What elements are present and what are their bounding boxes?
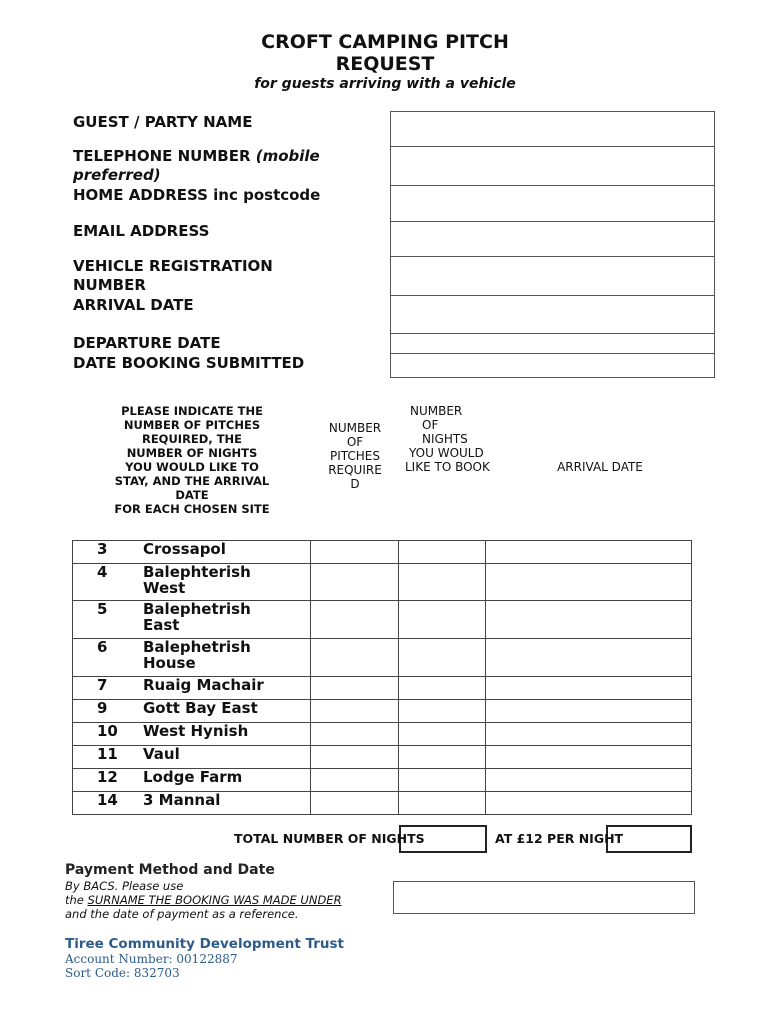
site-cell (73, 601, 311, 639)
date-submitted-label: DATE BOOKING SUBMITTED (73, 354, 305, 372)
payment-line-2-prefix: the (65, 893, 88, 907)
form-title-line1: CROFT CAMPING PITCH (261, 31, 509, 53)
nights-cell[interactable] (398, 677, 486, 700)
pitches-cell[interactable] (310, 769, 398, 792)
site-number: 3 (97, 540, 108, 558)
arrival-date-cell[interactable] (486, 639, 692, 677)
site-cell (73, 769, 311, 792)
payment-method-input[interactable] (393, 881, 695, 914)
instruction-line: STAY, AND THE ARRIVAL (114, 474, 270, 488)
column-header-line: NUMBER (410, 404, 463, 418)
sort-code: Sort Code: 832703 (65, 966, 180, 980)
telephone-input[interactable] (390, 146, 715, 185)
payment-line-3: and the date of payment as a reference. (65, 907, 299, 921)
arrival-date-cell[interactable] (486, 792, 692, 815)
column-header-line: NUMBER (328, 421, 382, 435)
account-number: Account Number: 00122887 (65, 952, 238, 966)
total-nights-label: TOTAL NUMBER OF NIGHTS (234, 831, 425, 846)
site-name: Crossapol (143, 540, 226, 558)
pitches-cell[interactable] (310, 564, 398, 601)
departure-date-label: DEPARTURE DATE (73, 334, 221, 352)
payment-reference-instruction: SURNAME THE BOOKING WAS MADE UNDER (87, 893, 342, 907)
arrival-date-cell[interactable] (486, 746, 692, 769)
site-number: 7 (97, 676, 108, 694)
instruction-line: NUMBER OF PITCHES (123, 418, 261, 432)
home-address-input[interactable] (390, 185, 715, 221)
pitches-cell[interactable] (310, 792, 398, 815)
column-header-line: NIGHTS (422, 432, 468, 446)
table-row (73, 792, 692, 815)
site-number: 11 (97, 745, 118, 763)
pitches-cell[interactable] (310, 601, 398, 639)
arrival-date-cell[interactable] (486, 700, 692, 723)
table-row (73, 541, 692, 564)
instruction-line: FOR EACH CHOSEN SITE (114, 502, 270, 516)
arrival-date-label: ARRIVAL DATE (73, 296, 194, 314)
payment-line-2 (65, 893, 342, 907)
site-number: 12 (97, 768, 118, 786)
table-row (73, 723, 692, 746)
arrival-date-cell[interactable] (486, 564, 692, 601)
site-name-2: House (143, 654, 196, 672)
instruction-line: NUMBER OF NIGHTS (126, 446, 258, 460)
site-name: Gott Bay East (143, 699, 258, 717)
nights-cell[interactable] (398, 746, 486, 769)
table-row (73, 700, 692, 723)
site-name: Lodge Farm (143, 768, 243, 786)
column-header-line: LIKE TO BOOK (405, 460, 490, 474)
site-name: 3 Mannal (143, 791, 221, 809)
table-row (73, 601, 692, 639)
site-number: 10 (97, 722, 118, 740)
instruction-line: YOU WOULD LIKE TO (125, 460, 259, 474)
email-label: EMAIL ADDRESS (73, 222, 210, 240)
table-row (73, 564, 692, 601)
telephone-note-text: preferred) (73, 166, 161, 184)
site-name-2: West (143, 579, 186, 597)
site-name: Ruaig Machair (143, 676, 264, 694)
pitches-cell[interactable] (310, 746, 398, 769)
arrival-date-cell[interactable] (486, 723, 692, 746)
column-header-line: YOU WOULD (409, 446, 484, 460)
form-title-line2: REQUEST (335, 53, 435, 75)
site-cell (73, 564, 311, 601)
instruction-line: PLEASE INDICATE THE (121, 404, 263, 418)
column-header-line: PITCHES (329, 449, 380, 463)
site-cell (73, 746, 311, 769)
email-input[interactable] (390, 221, 715, 256)
site-instructions (92, 404, 292, 516)
table-row (73, 677, 692, 700)
site-number: 14 (97, 791, 118, 809)
instruction-line: REQUIRED, THE (141, 432, 243, 446)
nights-column-header (400, 404, 505, 474)
site-name: West Hynish (143, 722, 249, 740)
site-name: Balephterish (143, 563, 251, 581)
column-header-line: REQUIRE (328, 463, 382, 477)
telephone-note-2 (73, 166, 161, 185)
site-number: 9 (97, 699, 108, 717)
site-name: Vaul (143, 745, 180, 763)
arrival-date-cell[interactable] (486, 541, 692, 564)
table-row (73, 639, 692, 677)
site-cell (73, 677, 311, 700)
telephone-label-text: TELEPHONE NUMBER (73, 147, 251, 165)
site-cell (73, 700, 311, 723)
nights-cell[interactable] (398, 700, 486, 723)
pitches-column-header (315, 421, 395, 491)
sites-table (72, 540, 692, 815)
column-header-line: OF (346, 435, 364, 449)
site-number: 4 (97, 563, 108, 581)
instruction-line: DATE (175, 488, 209, 502)
site-name: Balephetrish (143, 638, 251, 656)
trust-name: Tiree Community Development Trust (65, 936, 344, 952)
nights-cell[interactable] (398, 792, 486, 815)
arrival-date-column-header: ARRIVAL DATE (557, 460, 643, 474)
arrival-date-cell[interactable] (486, 677, 692, 700)
departure-date-input[interactable] (390, 333, 715, 353)
vehicle-reg-label-2: NUMBER (73, 276, 146, 294)
column-header-line: OF (422, 418, 439, 432)
telephone-label (73, 147, 320, 166)
arrival-date-cell[interactable] (486, 769, 692, 792)
site-number: 6 (97, 638, 108, 656)
vehicle-reg-input[interactable] (390, 256, 715, 295)
home-address-label: HOME ADDRESS inc postcode (73, 186, 321, 204)
guest-name-label: GUEST / PARTY NAME (73, 113, 253, 131)
site-cell (73, 639, 311, 677)
arrival-date-input[interactable] (390, 295, 715, 333)
arrival-date-cell[interactable] (486, 601, 692, 639)
column-header-line: D (350, 477, 360, 491)
table-row (73, 769, 692, 792)
site-cell (73, 792, 311, 815)
nights-cell[interactable] (398, 564, 486, 601)
date-submitted-input[interactable] (390, 353, 715, 378)
telephone-note: (mobile (255, 147, 320, 165)
nights-cell[interactable] (398, 601, 486, 639)
payment-heading: Payment Method and Date (65, 862, 275, 878)
site-name: Balephetrish (143, 600, 251, 618)
site-name-2: East (143, 616, 180, 634)
nights-cell[interactable] (398, 723, 486, 746)
form-subtitle: for guests arriving with a vehicle (254, 76, 516, 92)
pitches-cell[interactable] (310, 700, 398, 723)
pitches-cell[interactable] (310, 677, 398, 700)
table-row (73, 746, 692, 769)
site-number: 5 (97, 600, 108, 618)
guest-name-input[interactable] (390, 111, 715, 146)
price-per-night-label: AT £12 PER NIGHT (495, 831, 624, 846)
nights-cell[interactable] (398, 541, 486, 564)
pitches-cell[interactable] (310, 639, 398, 677)
payment-line-1: By BACS. Please use (65, 879, 184, 893)
pitches-cell[interactable] (310, 541, 398, 564)
nights-cell[interactable] (398, 769, 486, 792)
nights-cell[interactable] (398, 639, 486, 677)
site-cell (73, 541, 311, 564)
vehicle-reg-label-1: VEHICLE REGISTRATION (73, 257, 273, 275)
pitches-cell[interactable] (310, 723, 398, 746)
site-cell (73, 723, 311, 746)
